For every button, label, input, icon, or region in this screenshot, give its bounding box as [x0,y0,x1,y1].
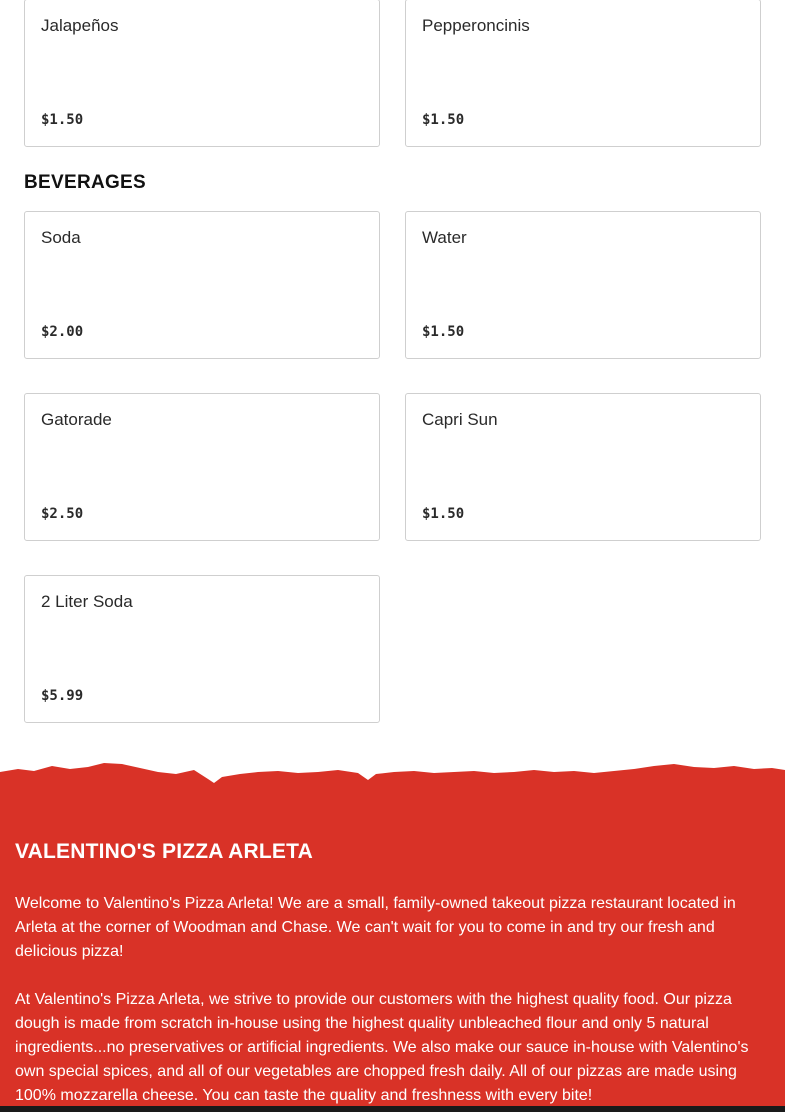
menu-item-name: Water [422,228,467,247]
menu-item-price: $1.50 [422,506,465,522]
menu-item-name: Pepperoncinis [422,16,530,35]
menu-item-price: $2.00 [41,324,84,340]
beverages-heading: BEVERAGES [24,172,147,193]
welcome-paragraph: Welcome to Valentino's Pizza Arleta! We are a small, family-owned takeout pizza restaurant located in Arleta at the corner of Woodman and Chase. We can't wait for you to come in and try our fresh and delicious pizza! [15,895,736,960]
about-footer [0,760,785,1112]
menu-item-card-2-liter-soda[interactable] [24,575,380,723]
menu-item-name: 2 Liter Soda [41,592,133,611]
menu-item-card-gatorade[interactable] [24,393,380,541]
bottom-bar [0,1106,785,1112]
quality-paragraph: At Valentino's Pizza Arleta, we strive to provide our customers with the highest quality food. Our pizza dough is made from scratch in-house using the highest quality unbleached flour and only 5 natural ingredients...no preservatives or artificial ingredients. We also make our sauce in-house with Valentino's own special spices, and all of our vegetables are chopped fresh daily. All of our pizzas are made using 100% mozzarella cheese. You can taste the quality and freshness with every bite! [15,991,749,1104]
menu-item-price: $2.50 [41,506,84,522]
menu-item-price: $5.99 [41,688,84,704]
restaurant-title: VALENTINO'S PIZZA ARLETA [15,840,313,863]
menu-item-card-capri-sun[interactable] [405,393,761,541]
menu-item-card-soda[interactable] [24,211,380,359]
menu-item-name: Gatorade [41,410,112,429]
menu-item-price: $1.50 [422,112,465,128]
menu-item-card-jalapenos[interactable] [24,0,380,147]
menu-item-price: $1.50 [41,112,84,128]
menu-item-name: Soda [41,228,81,247]
menu-item-price: $1.50 [422,324,465,340]
menu-item-card-pepperoncinis[interactable] [405,0,761,147]
menu-item-name: Jalapeños [41,16,119,35]
menu-item-name: Capri Sun [422,410,498,429]
menu-item-card-water[interactable] [405,211,761,359]
